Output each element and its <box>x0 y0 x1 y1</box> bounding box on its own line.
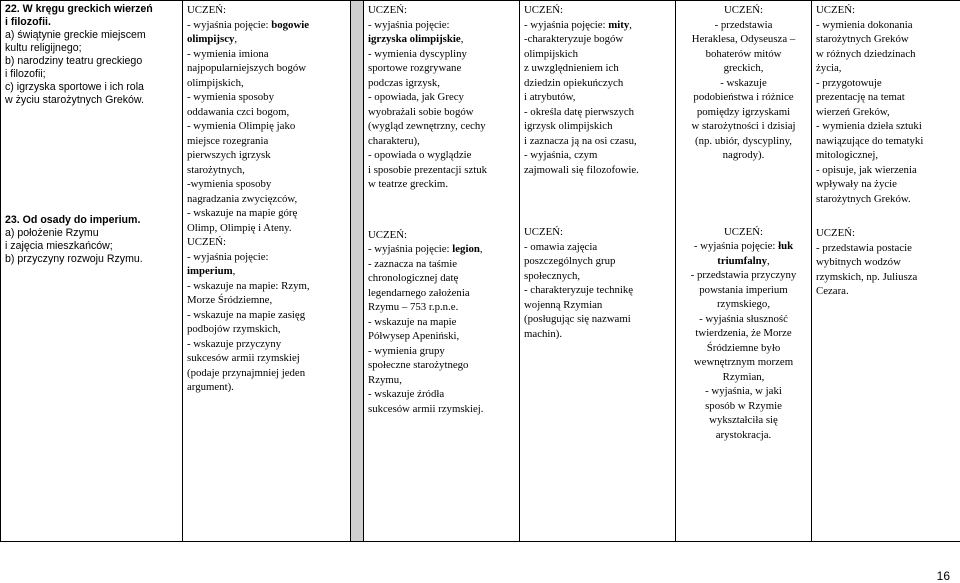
topics-cell <box>1 1 183 542</box>
requirement-line <box>368 329 515 344</box>
requirement-line <box>368 105 515 120</box>
requirement-text: - wymienia dzieła sztuki <box>816 120 922 132</box>
requirement-text: w różnych dziedzinach <box>816 48 916 60</box>
uczen-heading: UCZEŃ: <box>187 3 346 18</box>
requirement-text: - wskazuje na mapie zasięg <box>187 309 305 321</box>
requirements-cell-5 <box>812 1 960 542</box>
requirement-text: - przedstawia przyczyny <box>691 269 797 281</box>
requirement-text: chronologicznej datę <box>368 272 458 284</box>
uczen-heading: UCZEŃ: <box>368 3 515 18</box>
requirement-line <box>524 76 671 91</box>
requirement-line <box>816 241 960 256</box>
requirements-cell-3 <box>520 1 676 542</box>
requirements-block <box>680 3 807 163</box>
requirement-line <box>680 76 807 91</box>
requirement-text: miejsce rozegrania <box>187 135 268 147</box>
requirement-text: - opisuje, jak wierzenia <box>816 164 917 176</box>
requirement-text: Morze Śródziemne, <box>187 294 272 306</box>
requirement-line <box>680 341 807 356</box>
page-number: 16 <box>937 569 950 583</box>
requirement-text: - wyjaśnia, czym <box>524 149 597 161</box>
requirement-line <box>187 322 346 337</box>
requirement-text: argument). <box>187 381 234 393</box>
requirement-line <box>187 61 346 76</box>
requirement-text: - wymienia grupy <box>368 345 445 357</box>
requirement-line <box>187 279 346 294</box>
requirement-line <box>816 148 960 163</box>
requirement-line <box>368 286 515 301</box>
uczen-heading: UCZEŃ: <box>368 228 515 243</box>
requirement-text: wybitnych wodzów <box>816 256 901 268</box>
requirement-line <box>816 18 960 33</box>
requirement-line <box>524 32 671 47</box>
spacer <box>816 206 960 226</box>
requirement-line <box>680 119 807 134</box>
requirements-block <box>187 3 346 235</box>
uczen-heading: UCZEŃ: <box>680 3 807 18</box>
topic-item: kultu religijnego; <box>5 42 178 55</box>
key-term: legion <box>452 243 480 255</box>
requirement-line <box>187 32 346 47</box>
requirement-line <box>368 90 515 105</box>
requirement-text: olimpijskich <box>524 48 578 60</box>
requirement-line <box>187 337 346 352</box>
requirement-line <box>680 254 807 269</box>
requirement-line <box>816 177 960 192</box>
requirement-text: - charakteryzuje technikę <box>524 284 633 296</box>
requirement-text: , <box>767 255 770 267</box>
requirement-line <box>368 271 515 286</box>
requirement-line <box>816 119 960 134</box>
requirement-line <box>816 284 960 299</box>
requirement-text: - omawia zajęcia <box>524 241 597 253</box>
requirement-text: - wymienia imiona <box>187 48 269 60</box>
requirements-cell-2 <box>364 1 520 542</box>
requirement-line <box>368 373 515 388</box>
requirement-text: nawiązujące do tematyki <box>816 135 923 147</box>
requirement-line <box>368 18 515 33</box>
topic-item: c) igrzyska sportowe i ich rola <box>5 81 178 94</box>
requirement-line <box>187 293 346 308</box>
key-term: mity <box>608 19 629 31</box>
requirement-text: i atrybutów, <box>524 91 575 103</box>
requirement-text: twierdzenia, że Morze <box>695 327 791 339</box>
requirement-line <box>524 119 671 134</box>
requirement-line <box>524 18 671 33</box>
requirement-text: (np. ubiór, dyscypliny, <box>695 135 792 147</box>
requirement-text: - wskazuje źródła <box>368 388 444 400</box>
requirement-line <box>680 18 807 33</box>
topic-item: b) narodziny teatru greckiego <box>5 55 178 68</box>
requirement-line <box>680 384 807 399</box>
uczen-heading: UCZEŃ: <box>524 3 671 18</box>
topic-23-title: 23. Od osady do imperium. <box>5 214 178 227</box>
topic-item: b) przyczyny rozwoju Rzymu. <box>5 253 178 266</box>
requirement-text: podbojów rzymskich, <box>187 323 281 335</box>
key-term: olimpijscy <box>187 33 234 45</box>
requirement-text: - wymienia dokonania <box>816 19 913 31</box>
requirement-text: - określa datę pierwszych <box>524 106 634 118</box>
requirement-text: wykształciła się <box>709 414 778 426</box>
requirement-line <box>368 61 515 76</box>
requirement-text: charakteru), <box>368 135 420 147</box>
requirement-text: z uwzględnieniem ich <box>524 62 619 74</box>
requirement-line <box>187 90 346 105</box>
requirement-text: Rzymian, <box>723 371 765 383</box>
uczen-heading: UCZEŃ: <box>524 225 671 240</box>
requirement-text: mitologicznej, <box>816 149 878 161</box>
requirement-line <box>524 163 671 178</box>
requirement-line <box>816 32 960 47</box>
requirement-text: - wymienia Olimpię jako <box>187 120 295 132</box>
requirement-text: - wyjaśnia pojęcie: <box>187 19 271 31</box>
topic-item: i filozofii; <box>5 68 178 81</box>
requirements-block <box>368 228 515 417</box>
requirement-text: nagradzania zwycięzców, <box>187 193 297 205</box>
requirement-text: - wymienia sposoby <box>187 91 274 103</box>
requirement-line <box>816 270 960 285</box>
requirement-line <box>680 239 807 254</box>
key-term: łuk <box>778 240 793 252</box>
requirement-text: - zaznacza na taśmie <box>368 258 457 270</box>
requirement-line <box>680 61 807 76</box>
requirements-block <box>368 3 515 192</box>
requirement-text: Rzymu – 753 r.p.n.e. <box>368 301 458 313</box>
requirement-text: - wymienia dyscypliny <box>368 48 467 60</box>
requirement-line <box>368 402 515 417</box>
requirement-text: sposób w Rzymie <box>705 400 782 412</box>
uczen-heading: UCZEŃ: <box>816 3 960 18</box>
requirement-text: -wymienia sposoby <box>187 178 271 190</box>
requirement-line <box>187 366 346 381</box>
requirement-line <box>524 134 671 149</box>
requirement-line <box>524 254 671 269</box>
requirement-line <box>524 312 671 327</box>
requirement-text: - wyjaśnia pojęcie: <box>524 19 608 31</box>
requirement-line <box>816 192 960 207</box>
requirement-text: w teatrze greckim. <box>368 178 448 190</box>
requirement-line <box>187 134 346 149</box>
topic-item: w życiu starożytnych Greków. <box>5 94 178 107</box>
requirement-line <box>187 250 346 265</box>
requirement-text: starożytnych Greków. <box>816 193 911 205</box>
requirement-line <box>368 387 515 402</box>
requirement-text: Półwysep Apeniński, <box>368 330 459 342</box>
requirement-text: podczas igrzysk, <box>368 77 440 89</box>
uczen-heading: UCZEŃ: <box>680 225 807 240</box>
requirement-text: i sposobie prezentacji sztuk <box>368 164 487 176</box>
requirement-line <box>368 32 515 47</box>
requirement-text: oddawania czci bogom, <box>187 106 289 118</box>
requirement-text: - wyjaśnia pojęcie: <box>368 243 452 255</box>
requirement-text: podobieństwa i różnice <box>693 91 793 103</box>
key-term: triumfalny <box>717 255 767 267</box>
requirement-line <box>816 61 960 76</box>
requirement-line <box>816 255 960 270</box>
spacer <box>368 192 515 228</box>
requirement-text: sukcesów armii rzymskiej <box>187 352 300 364</box>
requirement-line <box>368 358 515 373</box>
requirement-text: - wyjaśnia pojęcie: <box>187 251 269 263</box>
requirement-line <box>816 76 960 91</box>
requirement-line <box>368 47 515 62</box>
requirement-line <box>524 90 671 105</box>
gray-separator-column <box>351 1 364 542</box>
requirement-text: w starożytności i dzisiaj <box>691 120 795 132</box>
requirement-line <box>368 134 515 149</box>
requirement-text: starożytnych, <box>187 164 245 176</box>
requirement-text: (podaje przynajmniej jeden <box>187 367 305 379</box>
requirement-text: Śródziemne było <box>707 342 780 354</box>
requirement-line <box>368 315 515 330</box>
requirement-line <box>680 326 807 341</box>
requirement-line <box>524 240 671 255</box>
requirement-line <box>680 370 807 385</box>
requirement-line <box>816 47 960 62</box>
requirement-text: , <box>234 33 237 45</box>
requirement-line <box>187 264 346 279</box>
table-row <box>1 1 960 542</box>
requirement-line <box>524 298 671 313</box>
requirement-text: wyobrażali sobie bogów <box>368 106 474 118</box>
requirement-line <box>187 105 346 120</box>
requirement-text: Rzymu, <box>368 374 402 386</box>
requirement-line <box>187 192 346 207</box>
requirement-text: igrzysk olimpijskich <box>524 120 612 132</box>
spacer <box>5 107 178 214</box>
requirements-block <box>524 3 671 177</box>
requirement-text: najpopularniejszych bogów <box>187 62 306 74</box>
topic-22-title: i filozofii. <box>5 16 178 29</box>
requirement-text: sportowe rozgrywane <box>368 62 461 74</box>
spacer <box>524 177 671 225</box>
requirement-line <box>368 344 515 359</box>
requirement-line <box>524 327 671 342</box>
uczen-heading: UCZEŃ: <box>816 226 960 241</box>
requirement-text: - wskazuje na mapie górę <box>187 207 297 219</box>
requirement-text: , <box>629 19 632 31</box>
requirement-line <box>680 105 807 120</box>
requirement-text: - wyjaśnia słuszność <box>699 313 788 325</box>
topic-22-title: 22. W kręgu greckich wierzeń <box>5 3 178 16</box>
requirement-line <box>524 269 671 284</box>
requirement-text: wierzeń Greków, <box>816 106 890 118</box>
requirement-line <box>680 297 807 312</box>
requirement-text: wpływały na życie <box>816 178 897 190</box>
requirement-line <box>680 32 807 47</box>
requirement-line <box>524 283 671 298</box>
requirement-text: prezentację na temat <box>816 91 905 103</box>
requirement-text: - wskazuje <box>720 77 766 89</box>
requirement-text: życia, <box>816 62 841 74</box>
requirement-text: wojenną Rzymian <box>524 299 602 311</box>
requirement-line <box>368 300 515 315</box>
requirement-text: poszczególnych grup <box>524 255 615 267</box>
topic-23 <box>5 214 178 266</box>
requirement-text: (posługując się nazwami <box>524 313 631 325</box>
requirement-text: - wyjaśnia, w jaki <box>705 385 782 397</box>
requirement-text: pierwszych igrzysk <box>187 149 271 161</box>
requirement-line <box>816 163 960 178</box>
requirement-text: Olimp, Olimpię i Ateny. <box>187 222 292 234</box>
requirement-text: - przygotowuje <box>816 77 882 89</box>
requirement-line <box>187 351 346 366</box>
requirement-line <box>187 163 346 178</box>
requirement-text: (wygląd zewnętrzny, cechy <box>368 120 486 132</box>
requirements-block <box>680 225 807 443</box>
requirement-line <box>187 206 346 221</box>
requirement-text: wewnętrznym morzem <box>694 356 793 368</box>
requirement-text: bohaterów mitów <box>706 48 782 60</box>
topic-item: a) położenie Rzymu <box>5 227 178 240</box>
requirement-text: nagrody). <box>723 149 765 161</box>
requirements-block <box>187 235 346 395</box>
requirement-text: społecznych, <box>524 270 580 282</box>
requirement-line <box>187 47 346 62</box>
key-term: imperium <box>187 265 233 277</box>
requirement-text: Cezara. <box>816 285 849 297</box>
requirement-line <box>680 428 807 443</box>
requirement-text: , <box>461 33 464 45</box>
requirement-line <box>368 257 515 272</box>
requirement-text: machin). <box>524 328 562 340</box>
requirement-line <box>187 380 346 395</box>
requirement-text: legendarnego założenia <box>368 287 470 299</box>
requirement-text: zajmowali się filozofowie. <box>524 164 639 176</box>
requirement-text: społeczne starożytnego <box>368 359 468 371</box>
requirement-line <box>368 177 515 192</box>
requirement-line <box>524 148 671 163</box>
requirement-line <box>524 105 671 120</box>
requirement-line <box>680 413 807 428</box>
requirement-text: arystokracja. <box>716 429 771 441</box>
requirement-text: - przedstawia <box>715 19 773 31</box>
requirements-block <box>524 225 671 341</box>
requirement-line <box>680 47 807 62</box>
requirement-text: - wskazuje na mapie: Rzym, <box>187 280 310 292</box>
requirement-text: - przedstawia postacie <box>816 242 912 254</box>
requirement-line <box>368 163 515 178</box>
requirement-line <box>187 308 346 323</box>
requirement-line <box>680 312 807 327</box>
topic-22 <box>5 3 178 107</box>
requirement-line <box>680 268 807 283</box>
requirement-line <box>187 18 346 33</box>
requirement-line <box>368 76 515 91</box>
requirement-line <box>524 61 671 76</box>
requirement-line <box>680 283 807 298</box>
requirement-text: - opowiada, jak Grecy <box>368 91 464 103</box>
requirement-text: - wskazuje na mapie <box>368 316 456 328</box>
requirement-text: - wyjaśnia pojęcie: <box>368 19 450 31</box>
requirement-text: olimpijskich, <box>187 77 244 89</box>
requirement-text: dziedzin opiekuńczych <box>524 77 623 89</box>
requirement-text: rzymskiego, <box>717 298 770 310</box>
requirement-text: sukcesów armii rzymskiej. <box>368 403 483 415</box>
requirement-text: rzymskich, np. Juliusza <box>816 271 917 283</box>
requirement-line <box>680 134 807 149</box>
requirement-line <box>816 90 960 105</box>
key-term: igrzyska olimpijskie <box>368 33 461 45</box>
requirement-line <box>187 148 346 163</box>
requirement-text: - wskazuje przyczyny <box>187 338 281 350</box>
topic-item: i zajęcia mieszkańców; <box>5 240 178 253</box>
requirement-line <box>524 47 671 62</box>
requirement-text: pomiędzy igrzyskami <box>697 106 790 118</box>
key-term: bogowie <box>271 19 309 31</box>
requirements-block <box>816 3 960 206</box>
requirement-line <box>680 399 807 414</box>
requirements-cell-1 <box>183 1 351 542</box>
requirement-text: , <box>480 243 483 255</box>
topic-item: a) świątynie greckie miejscem <box>5 29 178 42</box>
requirement-text: starożytnych Greków <box>816 33 909 45</box>
requirement-text: -charakteryzuje bogów <box>524 33 623 45</box>
requirement-line <box>680 148 807 163</box>
requirement-line <box>816 105 960 120</box>
requirement-line <box>368 119 515 134</box>
requirement-text: - opowiada o wyglądzie <box>368 149 471 161</box>
requirement-text: , <box>233 265 236 277</box>
requirement-line <box>187 76 346 91</box>
uczen-heading: UCZEŃ: <box>187 235 346 250</box>
requirement-text: i zaznacza ją na osi czasu, <box>524 135 637 147</box>
requirement-line <box>368 148 515 163</box>
requirement-line <box>187 119 346 134</box>
requirement-line <box>680 355 807 370</box>
requirement-line <box>816 134 960 149</box>
requirement-text: powstania imperium <box>699 284 787 296</box>
requirement-text: Heraklesa, Odyseusza – <box>692 33 795 45</box>
spacer <box>680 163 807 225</box>
requirement-line <box>187 177 346 192</box>
requirements-block <box>816 226 960 299</box>
requirement-line <box>187 221 346 236</box>
requirements-cell-4 <box>676 1 812 542</box>
requirement-line <box>368 242 515 257</box>
requirement-line <box>680 90 807 105</box>
requirement-text: greckich, <box>724 62 764 74</box>
requirement-text: - wyjaśnia pojęcie: <box>694 240 778 252</box>
